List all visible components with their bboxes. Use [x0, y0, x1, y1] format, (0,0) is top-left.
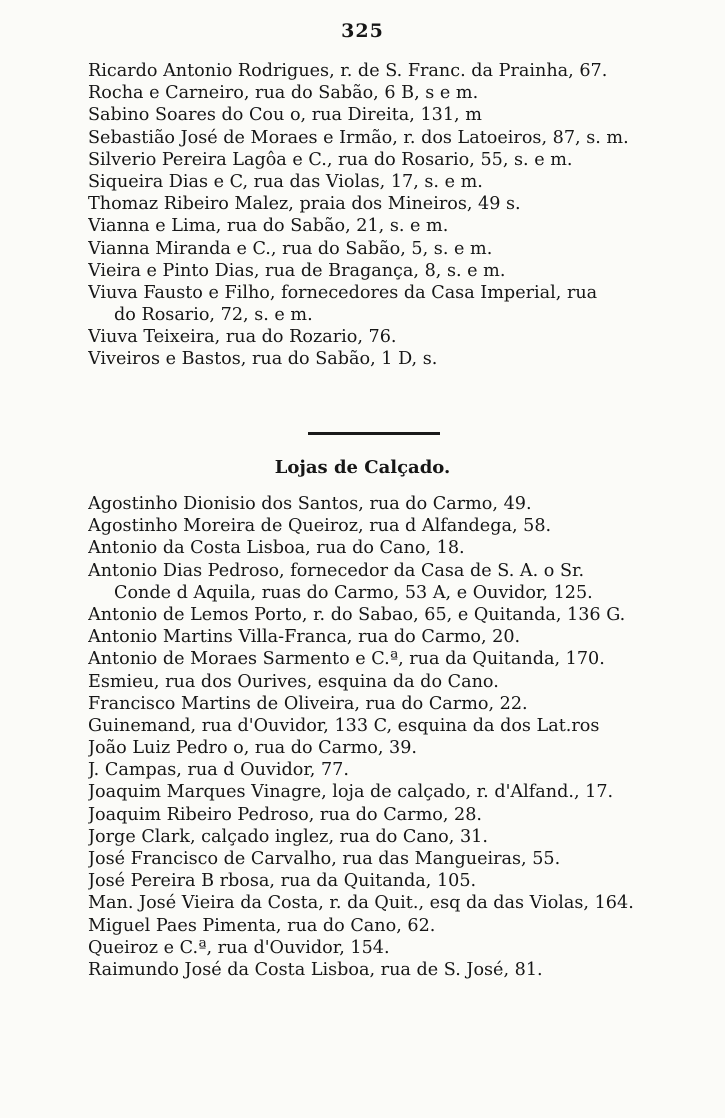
directory-entry: Raimundo José da Costa Lisboa, rua de S. José, 81.	[88, 959, 543, 980]
directory-entry: José Pereira B rbosa, rua da Quitanda, 105.	[88, 871, 477, 892]
directory-entry: Viuva Fausto e Filho, fornecedores da Casa Imperial, rua	[88, 282, 598, 303]
directory-entry: Thomaz Ribeiro Malez, praia dos Mineiros, 49 s.	[88, 194, 521, 215]
section-divider	[308, 432, 440, 435]
directory-entry: Viveiros e Bastos, rua do Sabão, 1 D, s.	[88, 349, 438, 370]
directory-entry: Guinemand, rua d'Ouvidor, 133 C, esquina da dos Lat.ros	[88, 715, 600, 736]
directory-entry: Sebastião José de Moraes e Irmão, r. dos Latoeiros, 87, s. m.	[88, 127, 629, 148]
directory-entry: Miguel Paes Pimenta, rua do Cano, 62.	[88, 915, 436, 936]
directory-entry: Antonio Martins Villa-Franca, rua do Carmo, 20.	[88, 627, 521, 648]
directory-list-shoe-stores	[88, 493, 678, 981]
section-title: Lojas de Calçado.	[274, 457, 451, 478]
directory-entry: Silverio Pereira Lagôa e C., rua do Rosario, 55, s. e m.	[88, 149, 573, 170]
directory-entry: Agostinho Dionisio dos Santos, rua do Carmo, 49.	[88, 494, 532, 514]
directory-entry: Vianna Miranda e C., rua do Sabão, 5, s. e m.	[88, 238, 493, 259]
directory-entry: Antonio de Lemos Porto, r. do Sabao, 65, e Quitanda, 136 G.	[88, 604, 626, 625]
directory-entry: Siqueira Dias e C, rua das Violas, 17, s. e m.	[88, 171, 483, 192]
directory-entry-continuation: Conde d Aquila, ruas do Carmo, 53 A, e Ouvidor, 125.	[114, 582, 593, 603]
directory-entry: Antonio de Moraes Sarmento e C.ª, rua da Quitanda, 170.	[88, 649, 605, 670]
directory-entry: Francisco Martins de Oliveira, rua do Carmo, 22.	[88, 693, 528, 714]
directory-entry: Vianna e Lima, rua do Sabão, 21, s. e m.	[88, 216, 449, 237]
directory-entry: Sabino Soares do Cou o, rua Direita, 131, m	[88, 105, 482, 126]
directory-entry: Viuva Teixeira, rua do Rozario, 76.	[88, 327, 397, 348]
directory-entry-continuation: do Rosario, 72, s. e m.	[114, 305, 313, 326]
directory-entry: Esmieu, rua dos Ourives, esquina da do Cano.	[88, 671, 499, 692]
directory-entry: J. Campas, rua d Ouvidor, 77.	[88, 760, 349, 781]
directory-entry: Jorge Clark, calçado inglez, rua do Cano, 31.	[88, 826, 488, 847]
directory-entry: João Luiz Pedro o, rua do Carmo, 39.	[88, 738, 417, 759]
directory-list-merchants	[88, 60, 678, 371]
directory-entry: Ricardo Antonio Rodrigues, r. de S. Franc. da Prainha, 67.	[88, 61, 608, 81]
directory-entry: Vieira e Pinto Dias, rua de Bragança, 8, s. e m.	[88, 260, 506, 281]
directory-entry: Man. José Vieira da Costa, r. da Quit., esq da das Violas, 164.	[88, 893, 634, 914]
directory-entry: Agostinho Moreira de Queiroz, rua d Alfandega, 58.	[88, 516, 552, 537]
directory-entry: Rocha e Carneiro, rua do Sabão, 6 B, s e m.	[88, 83, 479, 104]
directory-entry: José Francisco de Carvalho, rua das Mangueiras, 55.	[88, 849, 561, 869]
directory-entry: Joaquim Ribeiro Pedroso, rua do Carmo, 28.	[88, 804, 483, 825]
directory-entry: Antonio da Costa Lisboa, rua do Cano, 18.	[88, 538, 465, 559]
page-number: 325	[341, 20, 384, 42]
directory-entry: Queiroz e C.ª, rua d'Ouvidor, 154.	[88, 937, 390, 958]
directory-entry: Antonio Dias Pedroso, fornecedor da Casa de S. A. o Sr.	[88, 560, 585, 581]
directory-entry: Joaquim Marques Vinagre, loja de calçado, r. d'Alfand., 17.	[88, 782, 614, 803]
